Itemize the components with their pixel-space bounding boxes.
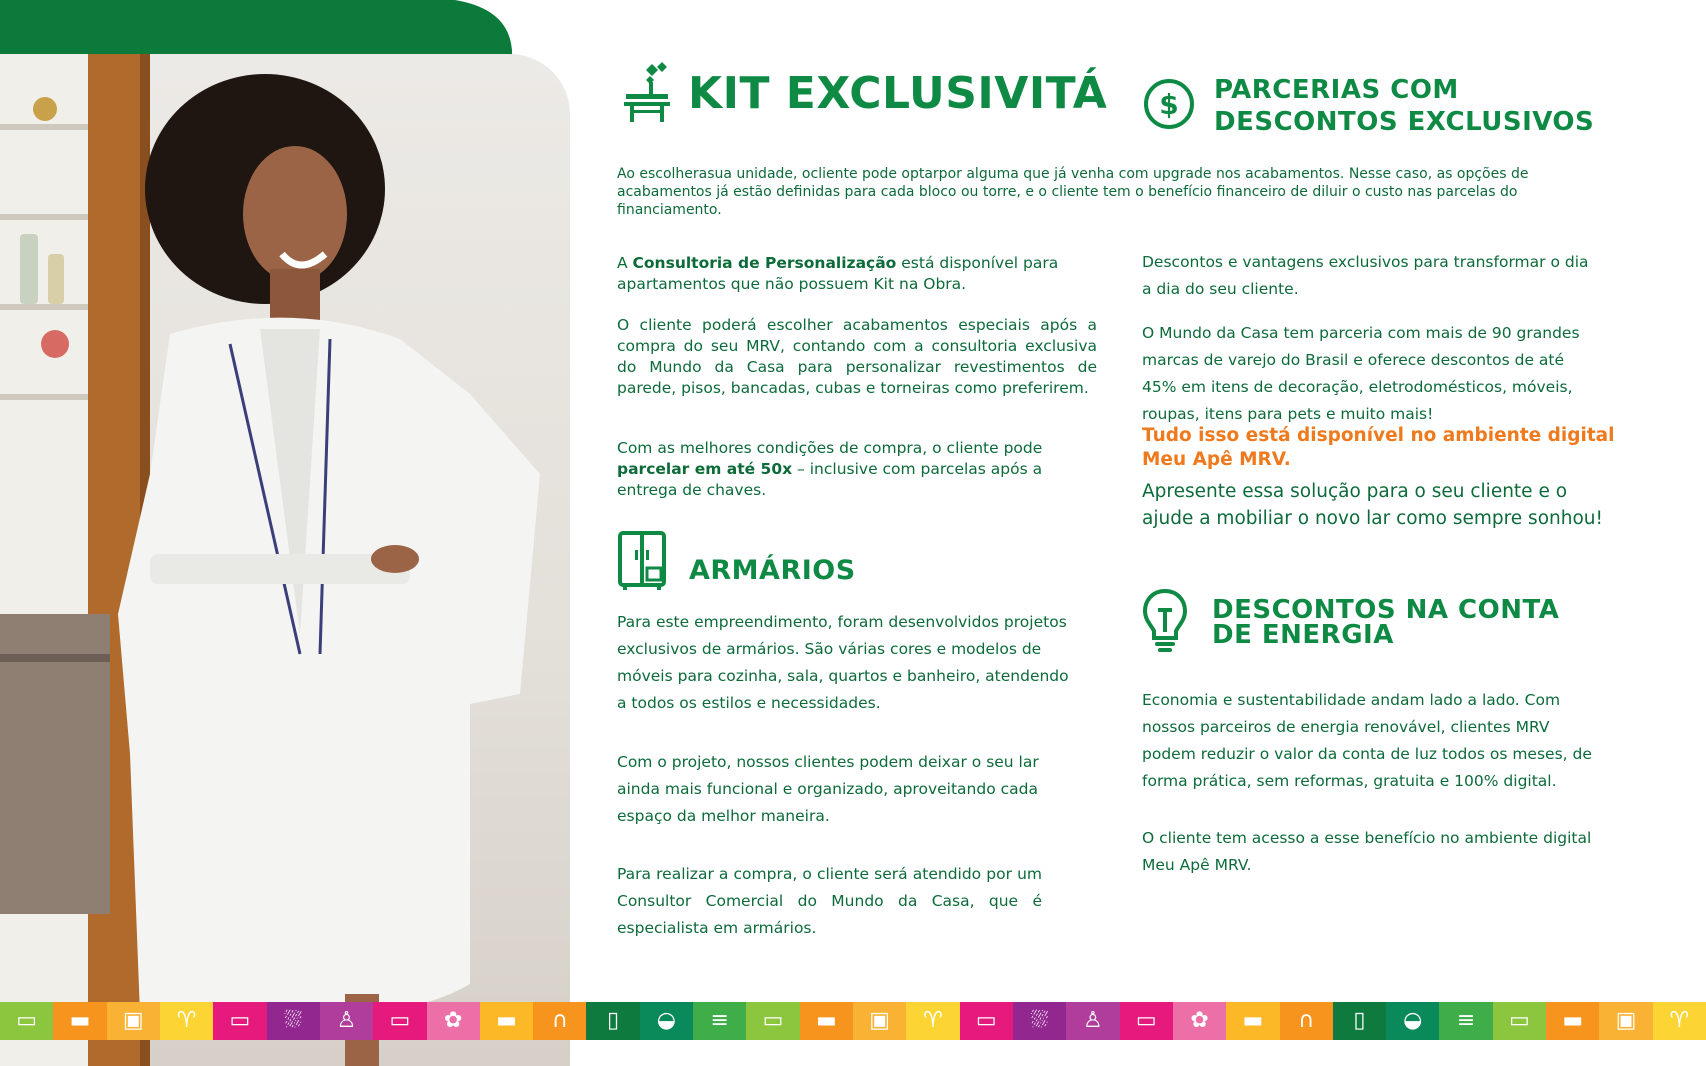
- svg-text:$: $: [1159, 88, 1179, 121]
- strip-tile: [1280, 1002, 1333, 1040]
- strip-tile: [53, 1002, 106, 1040]
- strip-tile: [960, 1002, 1013, 1040]
- table-icon: ▭: [762, 1008, 784, 1033]
- wine-glass-icon: ♈: [1669, 1008, 1690, 1033]
- shower-icon: ⛆: [284, 1008, 303, 1033]
- consultoria-paragraph: [617, 253, 1072, 295]
- consultoria-text-a: A: [617, 254, 633, 272]
- strip-tile: [1599, 1002, 1652, 1040]
- laptop-icon: ▭: [1135, 1008, 1157, 1033]
- strip-tile: [1493, 1002, 1546, 1040]
- laptop-icon: ▭: [389, 1008, 411, 1033]
- colored-icon-strip: [0, 1002, 1706, 1040]
- dollar-coin-icon: [1142, 77, 1196, 135]
- strip-tile: [1386, 1002, 1439, 1040]
- kit-exclusivita-title: KIT EXCLUSIVITÁ: [688, 67, 1108, 119]
- strip-tile: [0, 1002, 53, 1040]
- strip-tile: [480, 1002, 533, 1040]
- parcerias-paragraph-3: Apresente essa solução para o seu cliente e o ajude a mobiliar o novo lar como sempre sonhou!: [1142, 481, 1603, 529]
- strip-tile: [1439, 1002, 1492, 1040]
- armarios-paragraph-1: Para este empreendimento, foram desenvolvidos projetos exclusivos de armários. São várias cores e modelos de móveis para cozinha, sala, quartos e banheiro, atendendo a todos os estilos e necessidades.: [617, 613, 1069, 712]
- lightbulb-icon: [1142, 588, 1188, 658]
- table-icon: ▭: [1509, 1008, 1530, 1033]
- strip-tile: [1013, 1002, 1066, 1040]
- microwave-icon: ▣: [869, 1008, 891, 1033]
- strip-tile: [1653, 1002, 1706, 1040]
- parcerias-paragraph-2: O Mundo da Casa tem parceria com mais de 90 grandes marcas de varejo do Brasil e oferece descontos de até 45% em itens de decoração, eletrodomésticos, móveis, roupas, itens para pets e muito mais!: [1142, 324, 1580, 423]
- strip-tile: [1173, 1002, 1226, 1040]
- wardrobe-icon: [617, 530, 667, 594]
- armarios-paragraph-2: Com o projeto, nossos clientes podem deixar o seu lar ainda mais funcional e organizado, aproveitando cada espaço da melhor maneira.: [617, 753, 1039, 825]
- headphones-icon: ∩: [551, 1008, 568, 1033]
- microwave-icon: ▣: [1615, 1008, 1637, 1033]
- headphones-icon: ∩: [1298, 1008, 1315, 1033]
- energia-paragraph-1: Economia e sustentabilidade andam lado a lado. Com nossos parceiros de energia renovável, clientes MRV podem reduzir o valor da conta de luz todos os meses, de forma prática, sem reformas, gratuita e 100% digital.: [1142, 691, 1592, 790]
- strip-tile: [1333, 1002, 1386, 1040]
- strip-tile: [693, 1002, 746, 1040]
- tv-icon: ▭: [975, 1008, 997, 1033]
- plant-icon: ✿: [443, 1008, 463, 1033]
- chair-icon: ♙: [1083, 1008, 1103, 1033]
- energia-paragraph-2: O cliente tem acesso a esse benefício no ambiente digital Meu Apê MRV.: [1142, 829, 1592, 874]
- strip-tile: [853, 1002, 906, 1040]
- woman-in-bathrobe-photo: [0, 54, 570, 1066]
- parcelamento-text-a: Com as melhores condições de compra, o cliente pode: [617, 439, 1043, 457]
- parcerias-title-line2: DESCONTOS EXCLUSIVOS: [1214, 107, 1595, 137]
- pot-icon: ◒: [656, 1008, 676, 1033]
- parcelamento-paragraph: [617, 438, 1047, 501]
- energia-title-line2: DE ENERGIA: [1212, 620, 1394, 650]
- kit-exclusivita-header: [622, 60, 1107, 126]
- armarios-paragraph-3: Para realizar a compra, o cliente será atendido por um Consultor Comercial do Mundo da Casa, que é especialista em armários.: [617, 865, 1042, 937]
- parcerias-paragraph-1: Descontos e vantagens exclusivos para transformar o dia a dia do seu cliente.: [1142, 253, 1589, 298]
- phone-icon: ▯: [1353, 1008, 1366, 1033]
- wine-glass-icon: ♈: [176, 1008, 197, 1033]
- phone-icon: ▯: [607, 1008, 620, 1033]
- strip-tile: [746, 1002, 799, 1040]
- pot-icon: ◒: [1403, 1008, 1423, 1033]
- parcerias-title: [1214, 74, 1594, 138]
- table-icon: ▭: [16, 1008, 38, 1033]
- strip-tile: [320, 1002, 373, 1040]
- bed-icon: ▬: [1242, 1008, 1264, 1033]
- microwave-icon: ▣: [122, 1008, 144, 1033]
- sofa-icon: ▬: [1562, 1008, 1584, 1033]
- strip-tile: [533, 1002, 586, 1040]
- strip-tile: [586, 1002, 639, 1040]
- strip-tile: [1120, 1002, 1173, 1040]
- shower-icon: ⛆: [1030, 1008, 1049, 1033]
- tv-icon: ▭: [229, 1008, 251, 1033]
- strip-tile: [906, 1002, 959, 1040]
- strip-tile: [800, 1002, 853, 1040]
- strip-tile: [1546, 1002, 1599, 1040]
- table-with-plant-icon: [622, 60, 670, 126]
- consultoria-text-b: está disponível para apartamentos que não possuem Kit na Obra.: [617, 254, 1059, 293]
- acabamentos-paragraph: O cliente poderá escolher acabamentos especiais após a compra do seu MRV, contando com a consultoria exclusiva do Mundo da Casa para personalizar revestimentos de parede, pisos, bancadas, cubas e torneiras como preferirem.: [617, 316, 1097, 397]
- parcelamento-bold: parcelar em até 50x: [617, 459, 793, 478]
- energia-title-line1: DESCONTOS NA CONTA: [1212, 595, 1560, 625]
- plant-icon: ✿: [1190, 1008, 1209, 1033]
- parcerias-header: [1142, 74, 1594, 138]
- strip-tile: [427, 1002, 480, 1040]
- meu-ape-highlight: Tudo isso está disponível no ambiente digital Meu Apê MRV.: [1142, 425, 1615, 470]
- chair-icon: ♙: [336, 1008, 357, 1033]
- armarios-header: [617, 530, 856, 594]
- strip-tile: [107, 1002, 160, 1040]
- strip-tile: [640, 1002, 693, 1040]
- parcelamento-text-b: – inclusive com parcelas após a entrega de chaves.: [617, 459, 1043, 499]
- consultoria-bold: Consultoria de Personalização: [632, 254, 897, 272]
- strip-tile: [213, 1002, 266, 1040]
- strip-tile: [267, 1002, 320, 1040]
- cutlery-icon: ≡: [1456, 1008, 1476, 1033]
- energia-title: [1212, 595, 1560, 650]
- strip-tile: [1066, 1002, 1119, 1040]
- energia-header: [1142, 588, 1559, 658]
- strip-tile: [373, 1002, 426, 1040]
- sofa-icon: ▬: [69, 1008, 91, 1033]
- parcerias-title-line1: PARCERIAS COM: [1214, 75, 1459, 105]
- kit-intro-text: Ao escolherasua unidade, ocliente pode optarpor alguma que já venha com upgrade nos acabamentos. Nesse caso, as opções de acabamentos já estão definidas para cada bloco ou torre, e o cliente tem o benefício financeiro de diluir o custo nas parcelas do financiamento.: [617, 166, 1529, 218]
- armarios-title: ARMÁRIOS: [689, 554, 856, 586]
- strip-tile: [160, 1002, 213, 1040]
- bed-icon: ▬: [496, 1008, 517, 1033]
- sofa-icon: ▬: [815, 1008, 837, 1033]
- strip-tile: [1226, 1002, 1279, 1040]
- wine-glass-icon: ♈: [923, 1008, 943, 1033]
- cutlery-icon: ≡: [710, 1008, 729, 1033]
